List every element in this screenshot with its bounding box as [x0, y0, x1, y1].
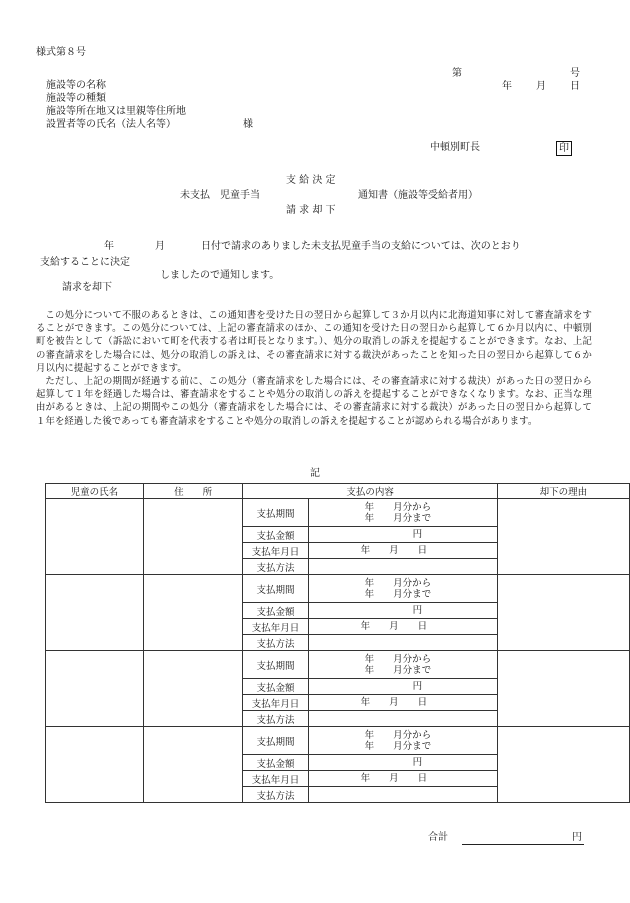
intro-month: 月	[155, 241, 165, 252]
label-method: 支払方法	[243, 635, 308, 651]
intro-option-reject: 請求を却下	[62, 282, 112, 293]
value-amount[interactable]: 円	[308, 755, 497, 771]
label-method: 支払方法	[243, 711, 308, 727]
label-amount: 支払金額	[243, 679, 308, 695]
value-period[interactable]: 年 月分から 年 月分まで	[308, 651, 497, 679]
value-method[interactable]	[308, 787, 497, 803]
value-amount[interactable]: 円	[308, 679, 497, 695]
label-pay-date: 支払年月日	[243, 543, 308, 559]
value-pay-date[interactable]: 年 月 日	[308, 619, 497, 635]
column-header-child-name: 児童の氏名	[46, 484, 144, 499]
doc-number-suffix: 号	[570, 68, 580, 79]
value-method[interactable]	[308, 711, 497, 727]
appeal-notice	[36, 309, 592, 428]
value-pay-date[interactable]: 年 月 日	[308, 543, 497, 559]
total-unit: 円	[572, 832, 582, 843]
issuer-title: 中頓別町長	[430, 142, 480, 153]
intro-text-end: しましたので通知します。	[160, 270, 280, 281]
appeal-notice-paragraph-1: この処分について不服のあるときは、この通知書を受けた日の翌日から起算して３か月以内に北海道知事に対して審査請求をすることができます。この処分については、上記の審査請求のほか、この通知を受けた日の翌日から起算して６か月以内に、中頓別町を被告として（訴訟において町を代表する者は町長となります。）、処分の取消しの訴えを提起することができます。なお、上記の審査請求をした場合には、処分の取消しの訴えは、その審査請求に対する裁決があったことを知った日の翌日から起算して６か月以内に提起することができます。	[36, 310, 592, 374]
label-pay-date: 支払年月日	[243, 695, 308, 711]
value-period[interactable]: 年 月分から 年 月分まで	[308, 575, 497, 603]
honorific: 様	[243, 119, 253, 130]
seal-mark: 印	[556, 141, 572, 156]
title-option-rejection: 請 求 却 下	[286, 205, 336, 216]
value-pay-date[interactable]: 年 月 日	[308, 695, 497, 711]
address-cell[interactable]	[143, 727, 243, 803]
value-period[interactable]: 年 月分から 年 月分まで	[308, 727, 497, 755]
label-amount: 支払金額	[243, 603, 308, 619]
appeal-notice-paragraph-2: ただし、上記の期間が経過する前に、この処分（審査請求をした場合には、その審査請求に対する裁決）があった日の翌日から起算して１年を経過した場合は、審査請求をすることや処分の取消しの訴えを提起することができなくなります。なお、正当な理由があるときは、上記の期間やこの処分（審査請求をした場合には、その審査請求に対する裁決）があった日の翌日から起算して１年を経過した後であっても審査請求をすることや処分の取消しの訴えを提起することが認められる場合があります。	[36, 376, 592, 427]
title-right-part: 通知書（施設等受給者用）	[358, 190, 478, 201]
child-name-cell[interactable]	[46, 651, 144, 727]
facility-name-label: 施設等の名称	[46, 80, 106, 91]
child-name-cell[interactable]	[46, 727, 144, 803]
label-period: 支払期間	[243, 651, 308, 679]
rejection-reason-cell[interactable]	[497, 727, 629, 803]
address-cell[interactable]	[143, 651, 243, 727]
record-heading: 記	[310, 468, 320, 479]
column-header-payment-details: 支払の内容	[243, 484, 497, 499]
address-cell[interactable]	[143, 575, 243, 651]
label-amount: 支払金額	[243, 755, 308, 771]
label-period: 支払期間	[243, 575, 308, 603]
date-year: 年	[502, 81, 512, 92]
title-left-part: 未支払 児童手当	[180, 190, 260, 201]
address-cell[interactable]	[143, 499, 243, 575]
rejection-reason-cell[interactable]	[497, 499, 629, 575]
doc-number-prefix: 第	[452, 68, 462, 79]
intro-year: 年	[104, 241, 114, 252]
column-header-address: 住 所	[143, 484, 243, 499]
payment-record-table	[45, 483, 630, 803]
operator-name-label: 設置者等の氏名（法人名等）	[46, 119, 176, 130]
rejection-reason-cell[interactable]	[497, 575, 629, 651]
value-method[interactable]	[308, 559, 497, 575]
intro-text: 日付で請求のありました未支払児童手当の支給については、次のとおり	[201, 241, 521, 252]
label-amount: 支払金額	[243, 527, 308, 543]
value-amount[interactable]: 円	[308, 527, 497, 543]
facility-address-label: 施設等所在地又は里親等住所地	[46, 106, 186, 117]
label-method: 支払方法	[243, 559, 308, 575]
value-period[interactable]: 年 月分から 年 月分まで	[308, 499, 497, 527]
child-name-cell[interactable]	[46, 499, 144, 575]
facility-type-label: 施設等の種類	[46, 93, 106, 104]
form-number: 様式第８号	[36, 47, 86, 58]
value-pay-date[interactable]: 年 月 日	[308, 771, 497, 787]
label-period: 支払期間	[243, 499, 308, 527]
label-method: 支払方法	[243, 787, 308, 803]
intro-option-decide: 支給することに決定	[40, 257, 130, 268]
date-month: 月	[536, 81, 546, 92]
child-name-cell[interactable]	[46, 575, 144, 651]
title-option-decision: 支 給 決 定	[286, 175, 336, 186]
value-amount[interactable]: 円	[308, 603, 497, 619]
rejection-reason-cell[interactable]	[497, 651, 629, 727]
label-pay-date: 支払年月日	[243, 619, 308, 635]
total-amount-field[interactable]	[462, 843, 584, 845]
total-label: 合計	[428, 832, 448, 843]
value-method[interactable]	[308, 635, 497, 651]
label-pay-date: 支払年月日	[243, 771, 308, 787]
label-period: 支払期間	[243, 727, 308, 755]
column-header-rejection-reason: 却下の理由	[497, 484, 629, 499]
date-day: 日	[570, 81, 580, 92]
